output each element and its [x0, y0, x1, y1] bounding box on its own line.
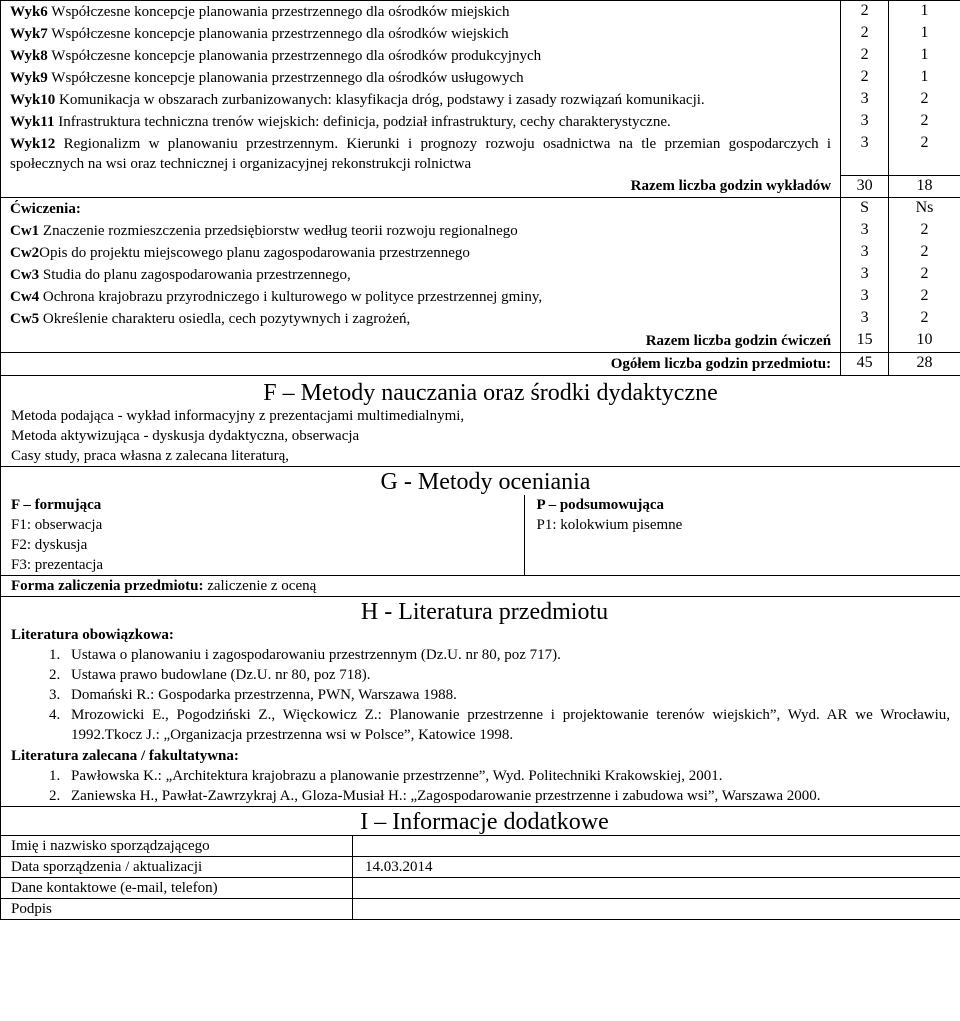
lecture-code: Wyk11: [10, 114, 55, 130]
exercise-description: [1, 308, 841, 330]
exercise-hours-s: 3: [841, 242, 889, 264]
lecture-hours-s: 2: [841, 45, 889, 67]
literature-item: 2. Ustawa prawo budowlane (Dz.U. nr 80, poz 718).: [64, 665, 950, 685]
assessment-table: [1, 495, 960, 596]
summative-item: P1: kolokwium pisemne: [536, 517, 683, 533]
exercise-total-s: 15: [841, 330, 889, 353]
exercise-hours-ns: 2: [889, 242, 960, 264]
exercises-header-row: [1, 198, 960, 221]
grand-total-row: [1, 353, 960, 376]
lecture-row: [1, 133, 960, 175]
info-row: [1, 857, 960, 878]
exercise-total-label: Razem liczba godzin ćwiczeń: [1, 330, 841, 353]
exercise-row: [1, 220, 960, 242]
info-label: Podpis: [1, 899, 353, 920]
exercise-text: Studia do planu zagospodarowania przestrzennego,: [42, 267, 351, 283]
lecture-text: Regionalizm w planowaniu przestrzennym. Kierunki i prognozy rozwoju osadnictwa na tle przemian gospodarczych i społecznych na wsi oraz technicznej i organizacyjnej rekonstrukcji rolnictwa: [10, 136, 832, 172]
grand-total-label: Ogółem liczba godzin przedmiotu:: [1, 353, 841, 376]
info-label: Imię i nazwisko sporządzającego: [1, 836, 353, 857]
lecture-total-ns: 18: [889, 175, 960, 198]
lecture-description: [1, 45, 841, 67]
lecture-hours-s: 3: [841, 89, 889, 111]
section-f: [0, 376, 960, 466]
lecture-text: Współczesne koncepcje planowania przestrzennego dla ośrodków produkcyjnych: [51, 48, 542, 64]
formative-item: F2: dyskusja: [11, 537, 88, 553]
info-value: [353, 836, 960, 857]
literature-item: 1. Ustawa o planowaniu i zagospodarowaniu przestrzennym (Dz.U. nr 80, poz 717).: [64, 645, 950, 665]
lecture-hours-ns: 1: [889, 45, 960, 67]
lecture-description: [1, 23, 841, 45]
exercises-header-ns: Ns: [889, 198, 960, 221]
formative-column: [1, 495, 524, 576]
exercise-code: Cw4: [10, 289, 40, 305]
lecture-row: [1, 1, 960, 24]
lecture-row: [1, 111, 960, 133]
section-h-title: H - Literatura przedmiotu: [360, 599, 609, 625]
grand-total-ns: 28: [889, 353, 960, 376]
exercise-hours-ns: 2: [889, 308, 960, 330]
required-literature-title: Literatura obowiązkowa:: [11, 627, 174, 643]
lecture-hours-ns: 2: [889, 133, 960, 175]
assessment-form: [1, 576, 960, 597]
lecture-hours-ns: 2: [889, 89, 960, 111]
lecture-description: [1, 67, 841, 89]
exercise-text: Określenie charakteru osiedla, cech pozytywnych i zagrożeń,: [42, 311, 411, 327]
lecture-code: Wyk12: [10, 136, 56, 152]
lecture-hours-s: 3: [841, 111, 889, 133]
exercise-total-row: [1, 330, 960, 353]
section-i-title: I – Informacje dodatkowe: [360, 809, 609, 835]
exercise-code: Cw3: [10, 267, 40, 283]
literature-item: 3. Domański R.: Gospodarka przestrzenna, PWN, Warszawa 1988.: [64, 685, 950, 705]
lecture-row: [1, 67, 960, 89]
lecture-text: Komunikacja w obszarach zurbanizowanych: klasyfikacja dróg, podstawy i zasady rozwiązań komunikacji.: [59, 92, 705, 108]
info-label: Dane kontaktowe (e-mail, telefon): [1, 878, 353, 899]
lecture-row: [1, 45, 960, 67]
lecture-hours-s: 2: [841, 23, 889, 45]
exercise-hours-ns: 2: [889, 220, 960, 242]
section-f-title: F – Metody nauczania oraz środki dydaktyczne: [263, 380, 718, 406]
assessment-form-label: Forma zaliczenia przedmiotu:: [11, 578, 204, 594]
lecture-hours-ns: 1: [889, 1, 960, 24]
hours-table: [0, 0, 960, 376]
lecture-text: Współczesne koncepcje planowania przestrzennego dla ośrodków wiejskich: [51, 26, 509, 42]
exercise-hours-s: 3: [841, 264, 889, 286]
section-g-title: G - Metody oceniania: [380, 469, 591, 495]
lecture-row: [1, 23, 960, 45]
recommended-literature-list: [1, 766, 960, 806]
section-g: [0, 466, 960, 596]
literature-item: 4. Mrozowicki E., Pogodziński Z., Więckowicz Z.: Planowanie przestrzenne i projektowanie terenów wiejskich”, Wyd. AR we Wrocławiu, 1992.Tkocz J.: „Organizacja przestrzenna wsi w Polsce”, Katowice 1998.: [64, 705, 950, 745]
recommended-literature-title: Literatura zalecana / fakultatywna:: [11, 748, 239, 764]
section-f-line: Metoda podająca - wykład informacyjny z prezentacjami multimedialnymi,: [11, 408, 465, 424]
required-literature-list: [1, 645, 960, 745]
info-value: 14.03.2014: [353, 857, 960, 878]
lecture-row: [1, 89, 960, 111]
exercise-hours-s: 3: [841, 308, 889, 330]
exercise-description: [1, 220, 841, 242]
lecture-hours-s: 2: [841, 1, 889, 24]
lecture-description: [1, 133, 841, 175]
exercise-row: [1, 264, 960, 286]
exercise-text: Znaczenie rozmieszczenia przedsiębiorstw według teorii rozwoju regionalnego: [42, 223, 518, 239]
exercises-header-label: Ćwiczenia:: [1, 198, 841, 221]
section-i: [0, 806, 960, 835]
lecture-code: Wyk7: [10, 26, 48, 42]
lecture-description: [1, 111, 841, 133]
section-f-lines: [1, 406, 960, 466]
lecture-text: Współczesne koncepcje planowania przestrzennego dla ośrodków miejskich: [51, 4, 510, 20]
literature-item: 1. Pawłowska K.: „Architektura krajobrazu a planowanie przestrzenne”, Wyd. Politechniki Krakowskiej, 2001.: [64, 766, 960, 786]
assessment-form-value: zaliczenie z oceną: [203, 578, 317, 594]
exercise-text: Opis do projektu miejscowego planu zagospodarowania przestrzennego: [39, 245, 470, 261]
lecture-text: Infrastruktura techniczna trenów wiejskich: definicja, podział infrastruktury, cechy charakterystyczne.: [58, 114, 671, 130]
lecture-code: Wyk9: [10, 70, 48, 86]
lecture-code: Wyk6: [10, 4, 48, 20]
lecture-code: Wyk10: [10, 92, 56, 108]
exercise-row: [1, 286, 960, 308]
literature-item: 2. Zaniewska H., Pawłat-Zawrzykraj A., Gloza-Musiał H.: „Zagospodarowanie przestrzenne i zabudowa wsi”, Warszawa 2000.: [64, 786, 960, 806]
exercise-total-ns: 10: [889, 330, 960, 353]
exercise-row: [1, 308, 960, 330]
formative-item: F3: prezentacja: [11, 557, 104, 573]
info-label: Data sporządzenia / aktualizacji: [1, 857, 353, 878]
formative-item: F1: obserwacja: [11, 517, 103, 533]
info-row: [1, 899, 960, 920]
lecture-total-label: Razem liczba godzin wykładów: [1, 175, 841, 198]
info-value: [353, 899, 960, 920]
section-h: [0, 596, 960, 806]
info-row: [1, 836, 960, 857]
exercise-code: Cw2: [10, 245, 40, 261]
exercise-row: [1, 242, 960, 264]
lecture-text: Współczesne koncepcje planowania przestrzennego dla ośrodków usługowych: [51, 70, 524, 86]
formative-title: F – formująca: [11, 497, 102, 513]
lecture-hours-s: 3: [841, 133, 889, 175]
info-value: [353, 878, 960, 899]
lecture-description: [1, 89, 841, 111]
exercise-hours-ns: 2: [889, 286, 960, 308]
lecture-code: Wyk8: [10, 48, 48, 64]
exercise-hours-ns: 2: [889, 264, 960, 286]
info-table: [0, 835, 960, 920]
exercise-code: Cw1: [10, 223, 40, 239]
exercise-hours-s: 3: [841, 286, 889, 308]
lecture-hours-ns: 1: [889, 23, 960, 45]
info-row: [1, 878, 960, 899]
exercise-code: Cw5: [10, 311, 40, 327]
grand-total-s: 45: [841, 353, 889, 376]
lecture-description: [1, 1, 841, 24]
lecture-total-row: [1, 175, 960, 198]
lecture-hours-ns: 1: [889, 67, 960, 89]
exercise-description: [1, 264, 841, 286]
exercise-description: [1, 242, 841, 264]
lecture-hours-s: 2: [841, 67, 889, 89]
exercise-description: [1, 286, 841, 308]
exercise-hours-s: 3: [841, 220, 889, 242]
lecture-hours-ns: 2: [889, 111, 960, 133]
lecture-total-s: 30: [841, 175, 889, 198]
exercise-text: Ochrona krajobrazu przyrodniczego i kulturowego w polityce przestrzennej gminy,: [42, 289, 543, 305]
section-f-line: Metoda aktywizująca - dyskusja dydaktyczna, obserwacja: [11, 428, 360, 444]
summative-title: P – podsumowująca: [536, 497, 665, 513]
summative-column: [524, 495, 960, 576]
exercises-header-s: S: [841, 198, 889, 221]
section-f-line: Casy study, praca własna z zalecana literaturą,: [11, 448, 290, 464]
